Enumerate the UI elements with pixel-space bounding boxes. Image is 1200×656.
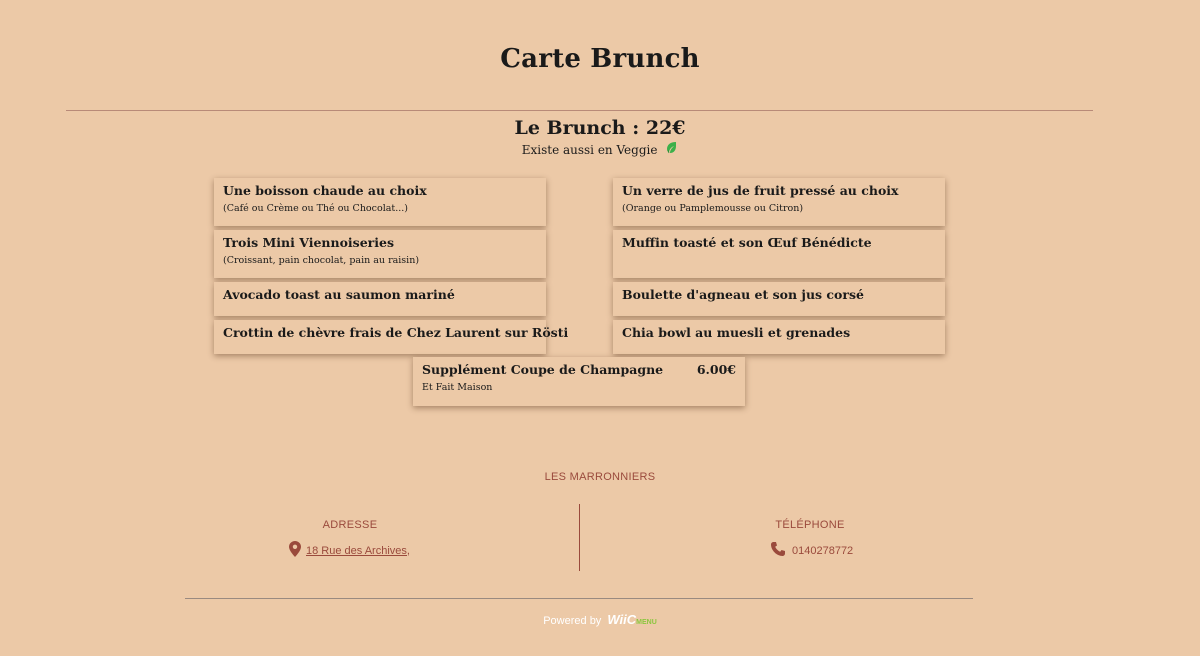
leaf-icon — [665, 141, 678, 157]
phone-number[interactable]: 0140278772 — [792, 544, 854, 557]
menu-item-card — [214, 178, 546, 226]
powered-by-text: Powered by — [543, 615, 602, 627]
supplement-price: 6.00€ — [696, 362, 736, 377]
menu-item-card — [214, 282, 546, 316]
menu-item-name: Boulette d'agneau et son jus corsé — [622, 287, 864, 302]
menu-item-description: (Croissant, pain chocolat, pain au raisin) — [223, 255, 420, 266]
menu-item-card — [613, 282, 945, 316]
menu-item-card — [214, 320, 569, 354]
menu-item-card — [214, 230, 546, 278]
section-title: Le Brunch : 22€ — [514, 117, 686, 139]
address-link[interactable]: 18 Rue des Archives, — [306, 544, 410, 557]
menu-item-name: Avocado toast au saumon mariné — [223, 287, 455, 302]
supplement-name: Supplément Coupe de Champagne — [422, 362, 664, 377]
menu-item-card — [613, 178, 945, 226]
top-divider — [66, 110, 1093, 111]
address-label: ADRESSE — [322, 519, 378, 531]
bottom-divider — [185, 598, 973, 599]
vertical-divider — [579, 504, 580, 571]
brand-logo[interactable]: WiiC — [607, 612, 637, 627]
supplement-card — [413, 357, 745, 406]
menu-item-name: Une boisson chaude au choix — [223, 183, 427, 198]
brand-logo-sub: MENU — [636, 619, 657, 626]
powered-by — [0, 612, 1200, 627]
restaurant-name: LES MARRONNIERS — [544, 471, 656, 483]
menu-item-card — [613, 320, 945, 354]
veggie-note: Existe aussi en Veggie — [521, 143, 658, 157]
section-subtitle — [0, 143, 1200, 157]
phone-icon — [770, 541, 786, 560]
address-value — [289, 541, 410, 560]
page-title: Carte Brunch — [500, 44, 700, 74]
menu-item-description: (Orange ou Pamplemousse ou Citron) — [622, 203, 804, 214]
menu-item-name: Un verre de jus de fruit pressé au choix — [622, 183, 899, 198]
phone-value — [770, 541, 853, 560]
supplement-description: Et Fait Maison — [422, 382, 493, 393]
menu-item-card — [613, 230, 945, 278]
menu-item-description: (Café ou Crème ou Thé ou Chocolat...) — [223, 203, 408, 214]
phone-label: TÉLÉPHONE — [775, 519, 845, 531]
menu-item-name: Trois Mini Viennoiseries — [223, 235, 394, 250]
menu-item-name: Muffin toasté et son Œuf Bénédicte — [622, 235, 872, 250]
menu-item-name: Crottin de chèvre frais de Chez Laurent sur Rösti — [223, 325, 569, 340]
map-pin-icon — [289, 541, 301, 560]
menu-item-name: Chia bowl au muesli et grenades — [622, 325, 851, 340]
